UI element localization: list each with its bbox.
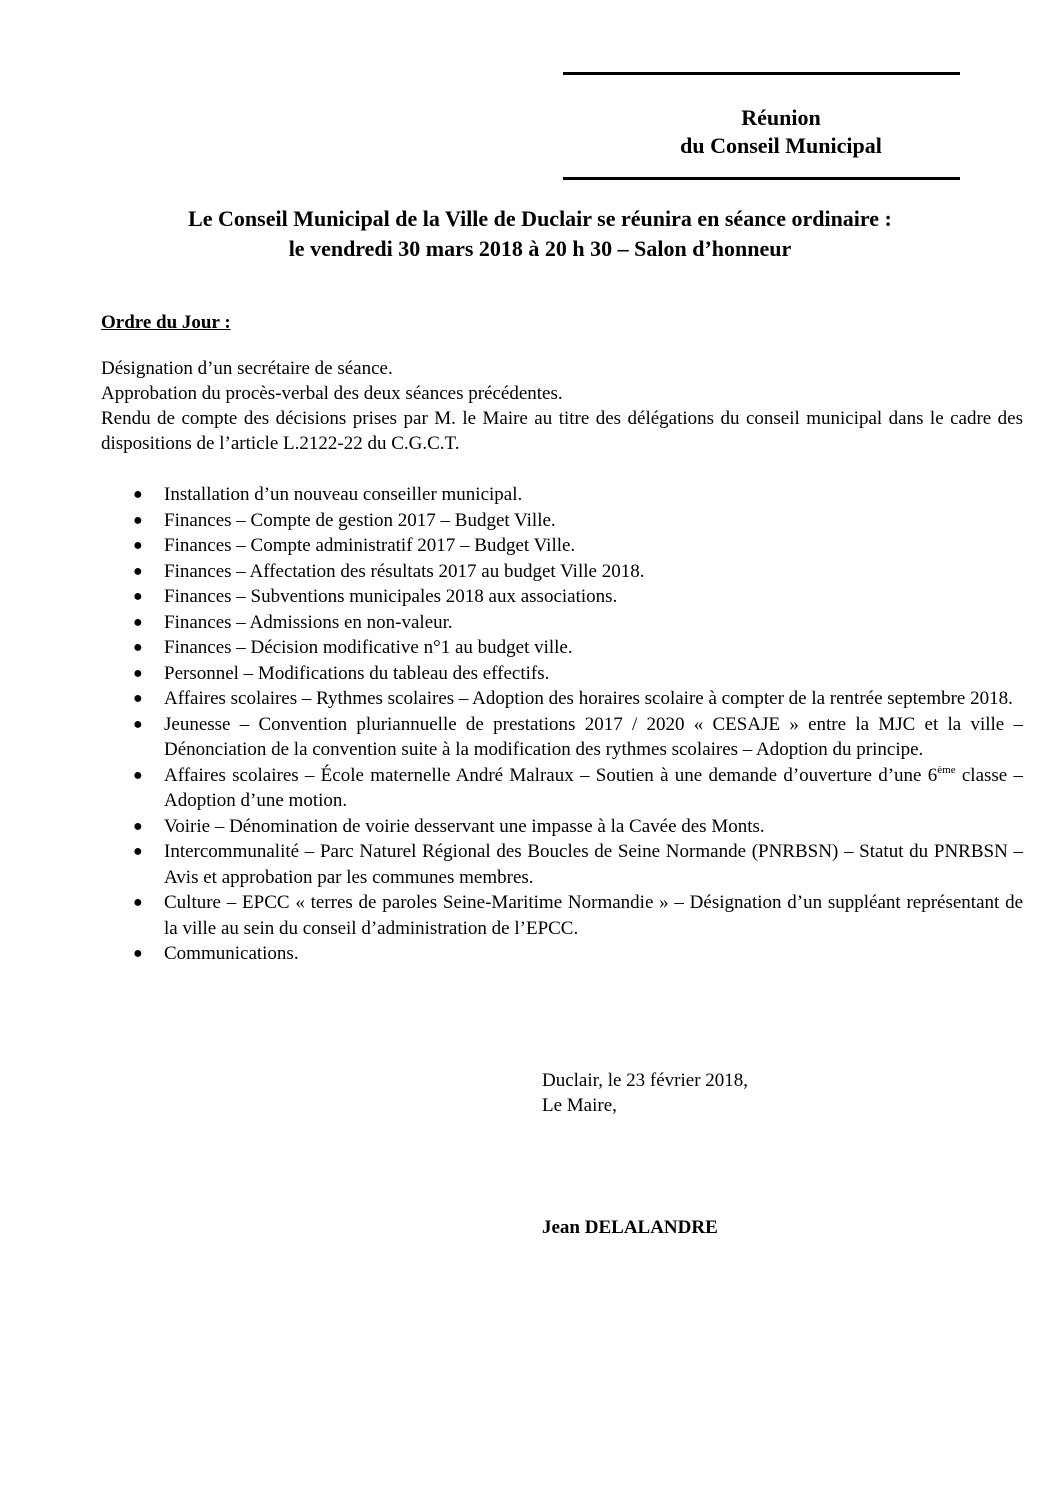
agenda-item-text: Culture – EPCC « terres de paroles Seine-Maritime Normandie » – Désignation d’un suppléant représentant de la ville au sein du conseil d’administration de l’EPCC. bbox=[164, 892, 1023, 939]
signature-role: Le Maire, bbox=[542, 1095, 617, 1116]
agenda-item bbox=[101, 890, 1023, 941]
agenda-item-text: Finances – Affectation des résultats 2017 au budget Ville 2018. bbox=[164, 560, 645, 582]
bullet-icon: ● bbox=[133, 613, 143, 631]
agenda-item bbox=[101, 839, 1023, 890]
agenda-intro bbox=[101, 356, 1023, 456]
intro-paragraph: Approbation du procès-verbal des deux séances précédentes. bbox=[101, 383, 563, 404]
agenda-item-text: Finances – Compte de gestion 2017 – Budget Ville. bbox=[164, 509, 556, 531]
announcement-line-1: Le Conseil Municipal de la Ville de Duclair se réunira en séance ordinaire : bbox=[188, 206, 892, 231]
bullet-icon: ● bbox=[133, 715, 143, 733]
title-line-1: Réunion bbox=[741, 105, 821, 130]
agenda-item-text: Finances – Admissions en non-valeur. bbox=[164, 611, 453, 633]
agenda-item-text: Communications. bbox=[164, 943, 299, 964]
agenda-item bbox=[101, 661, 1023, 687]
agenda-item-text: Finances – Décision modificative n°1 au budget ville. bbox=[164, 637, 573, 658]
bullet-icon: ● bbox=[133, 766, 143, 784]
agenda-item bbox=[101, 686, 1023, 712]
agenda-item-text: Installation d’un nouveau conseiller municipal. bbox=[164, 484, 523, 505]
signature-place-date: Duclair, le 23 février 2018, bbox=[542, 1070, 749, 1091]
agenda-item bbox=[101, 763, 1023, 814]
bullet-icon: ● bbox=[133, 843, 143, 860]
bullet-icon: ● bbox=[133, 537, 143, 554]
bullet-icon: ● bbox=[133, 894, 143, 911]
bullet-icon: ● bbox=[133, 562, 143, 580]
bullet-icon: ● bbox=[133, 511, 143, 529]
bottom-rule bbox=[563, 177, 960, 180]
agenda-item-text: Intercommunalité – Parc Naturel Régional des Boucles de Seine Normande (PNRBSN) – Statut du PNRBSN – Avis et approbation par les communes membres. bbox=[164, 841, 1023, 888]
agenda-item bbox=[101, 508, 1023, 534]
signatory-name: Jean DELALANDRE bbox=[542, 1217, 718, 1238]
meeting-announcement bbox=[40, 204, 1040, 264]
agenda-item-text-part: Affaires scolaires – École maternelle André Malraux – Soutien à une demande d’ouverture d’une 6 bbox=[164, 764, 938, 786]
ordinal-superscript: ème bbox=[937, 763, 956, 776]
agenda-item-text: Personnel – Modifications du tableau des effectifs. bbox=[164, 662, 550, 684]
agenda-item bbox=[101, 533, 1023, 559]
agenda-item-text: Finances – Subventions municipales 2018 aux associations. bbox=[164, 586, 618, 607]
agenda-item-text-part: classe – Adoption d’une motion. bbox=[164, 764, 1023, 811]
agenda-item bbox=[101, 635, 1023, 661]
agenda-item bbox=[101, 712, 1023, 763]
title-line-2: du Conseil Municipal bbox=[680, 133, 882, 158]
intro-paragraph: Rendu de compte des décisions prises par M. le Maire au titre des délégations du conseil municipal dans le cadre des dispositions de l’article L.2122-22 du C.G.C.T. bbox=[101, 408, 1023, 454]
document-title bbox=[563, 104, 999, 160]
agenda-item-text: Voirie – Dénomination de voirie desservant une impasse à la Cavée des Monts. bbox=[164, 815, 765, 837]
agenda-item bbox=[101, 584, 1023, 610]
bullet-icon: ● bbox=[133, 945, 143, 962]
bullet-icon: ● bbox=[133, 690, 143, 707]
agenda-item-text bbox=[164, 765, 1023, 812]
agenda-item bbox=[101, 814, 1023, 840]
agenda-item bbox=[101, 941, 1023, 967]
agenda-item bbox=[101, 559, 1023, 585]
agenda-heading: Ordre du Jour : bbox=[101, 312, 231, 333]
agenda-list bbox=[101, 482, 1023, 967]
signature-block bbox=[542, 1068, 748, 1118]
bullet-icon: ● bbox=[133, 817, 143, 835]
intro-paragraph: Désignation d’un secrétaire de séance. bbox=[101, 358, 393, 379]
announcement-line-2: le vendredi 30 mars 2018 à 20 h 30 – Salon d’honneur bbox=[288, 236, 792, 261]
top-rule bbox=[563, 72, 960, 75]
agenda-item-text: Affaires scolaires – Rythmes scolaires – Adoption des horaires scolaire à compter de la rentrée septembre 2018. bbox=[164, 688, 1013, 709]
agenda-item-text: Finances – Compte administratif 2017 – Budget Ville. bbox=[164, 535, 576, 556]
bullet-icon: ● bbox=[133, 664, 143, 682]
bullet-icon: ● bbox=[133, 588, 143, 605]
agenda-item bbox=[101, 610, 1023, 636]
bullet-icon: ● bbox=[133, 639, 143, 656]
agenda-item-text: Jeunesse – Convention pluriannuelle de prestations 2017 / 2020 « CESAJE » entre la MJC et la ville – Dénonciation de la convention suite à la modification des rythmes scolaires – Adoption du principe. bbox=[164, 713, 1023, 760]
agenda-item bbox=[101, 482, 1023, 508]
bullet-icon: ● bbox=[133, 486, 143, 503]
